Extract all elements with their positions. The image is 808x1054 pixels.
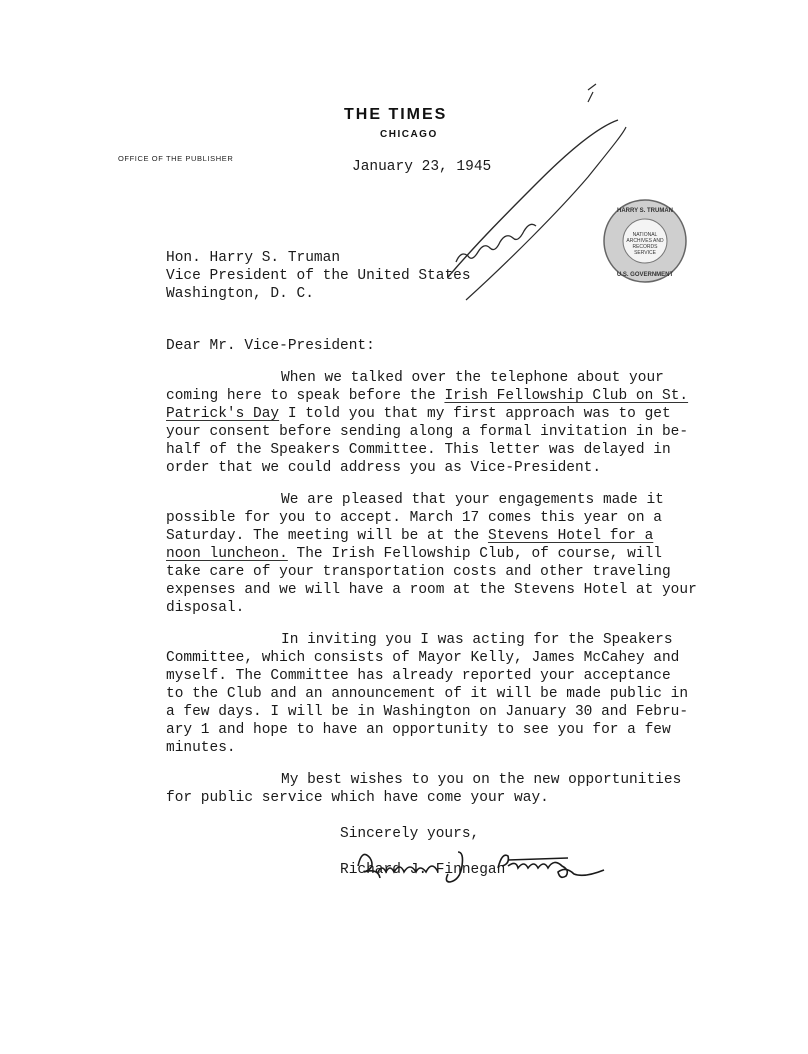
recipient-name: Hon. Harry S. Truman <box>166 250 341 266</box>
svg-text:NATIONAL: NATIONAL <box>632 232 658 238</box>
p1-line6: order that we could address you as Vice-President. <box>166 460 602 476</box>
underline-st-patricks: Patrick's Day <box>166 406 280 422</box>
signature-name: Richard J. Finnegan <box>340 862 506 878</box>
p4-line1: My best wishes to you on the new opportunities <box>281 772 682 788</box>
svg-text:ARCHIVES AND: ARCHIVES AND <box>626 238 664 244</box>
p3-line2: Committee, which consists of Mayor Kelly, James McCahey and <box>166 650 680 666</box>
p3-line3: myself. The Committee has already reported your acceptance <box>166 668 671 684</box>
p1-line4: your consent before sending along a formal invitation in be- <box>166 424 689 440</box>
p2-line5: take care of your transportation costs and other traveling <box>166 564 671 580</box>
p1-line3: Patrick's Day I told you that my first approach was to get <box>166 406 671 422</box>
p3-line1: In inviting you I was acting for the Speakers <box>281 632 673 648</box>
svg-text:RECORDS: RECORDS <box>632 244 658 250</box>
underline-stevens-hotel: Stevens Hotel for a <box>487 528 654 544</box>
svg-text:HARRY S. TRUMAN: HARRY S. TRUMAN <box>616 208 674 214</box>
letterhead-office: OFFICE OF THE PUBLISHER <box>118 154 234 163</box>
letterhead-city: CHICAGO <box>380 129 438 140</box>
closing: Sincerely yours, <box>340 826 480 842</box>
p1-line2: coming here to speak before the Irish Fellowship Club on St. <box>166 388 689 404</box>
p2-line4: noon luncheon. The Irish Fellowship Club, of course, will <box>166 546 662 562</box>
p2-line7: disposal. <box>166 600 245 616</box>
svg-text:SERVICE: SERVICE <box>634 250 656 256</box>
p2-line1: We are pleased that your engagements made it <box>281 492 664 508</box>
recipient-city: Washington, D. C. <box>166 286 314 302</box>
salutation: Dear Mr. Vice-President: <box>166 338 375 354</box>
recipient-title: Vice President of the United States <box>166 268 471 284</box>
p2-line6: expenses and we will have a room at the Stevens Hotel at your <box>166 582 697 598</box>
p3-line4: to the Club and an announcement of it will be made public in <box>166 686 689 702</box>
p2-line3: Saturday. The meeting will be at the Stevens Hotel for a <box>166 528 654 544</box>
p4-line2: for public service which have come your way. <box>166 790 549 806</box>
letterhead-title: THE TIMES <box>344 106 448 123</box>
letter-date: January 23, 1945 <box>352 159 492 175</box>
p3-line5: a few days. I will be in Washington on January 30 and Febru- <box>166 704 689 720</box>
archive-stamp <box>602 198 688 284</box>
svg-text:U.S. GOVERNMENT: U.S. GOVERNMENT <box>616 272 674 278</box>
p1-line1: When we talked over the telephone about your <box>281 370 664 386</box>
underline-irish-club: Irish Fellowship Club on St. <box>444 388 689 404</box>
p1-line5: half of the Speakers Committee. This letter was delayed in <box>166 442 671 458</box>
p3-line6: ary 1 and hope to have an opportunity to see you for a few <box>166 722 671 738</box>
p2-line2: possible for you to accept. March 17 comes this year on a <box>166 510 662 526</box>
underline-noon-luncheon: noon luncheon. <box>166 546 288 562</box>
p3-line7: minutes. <box>166 740 236 756</box>
